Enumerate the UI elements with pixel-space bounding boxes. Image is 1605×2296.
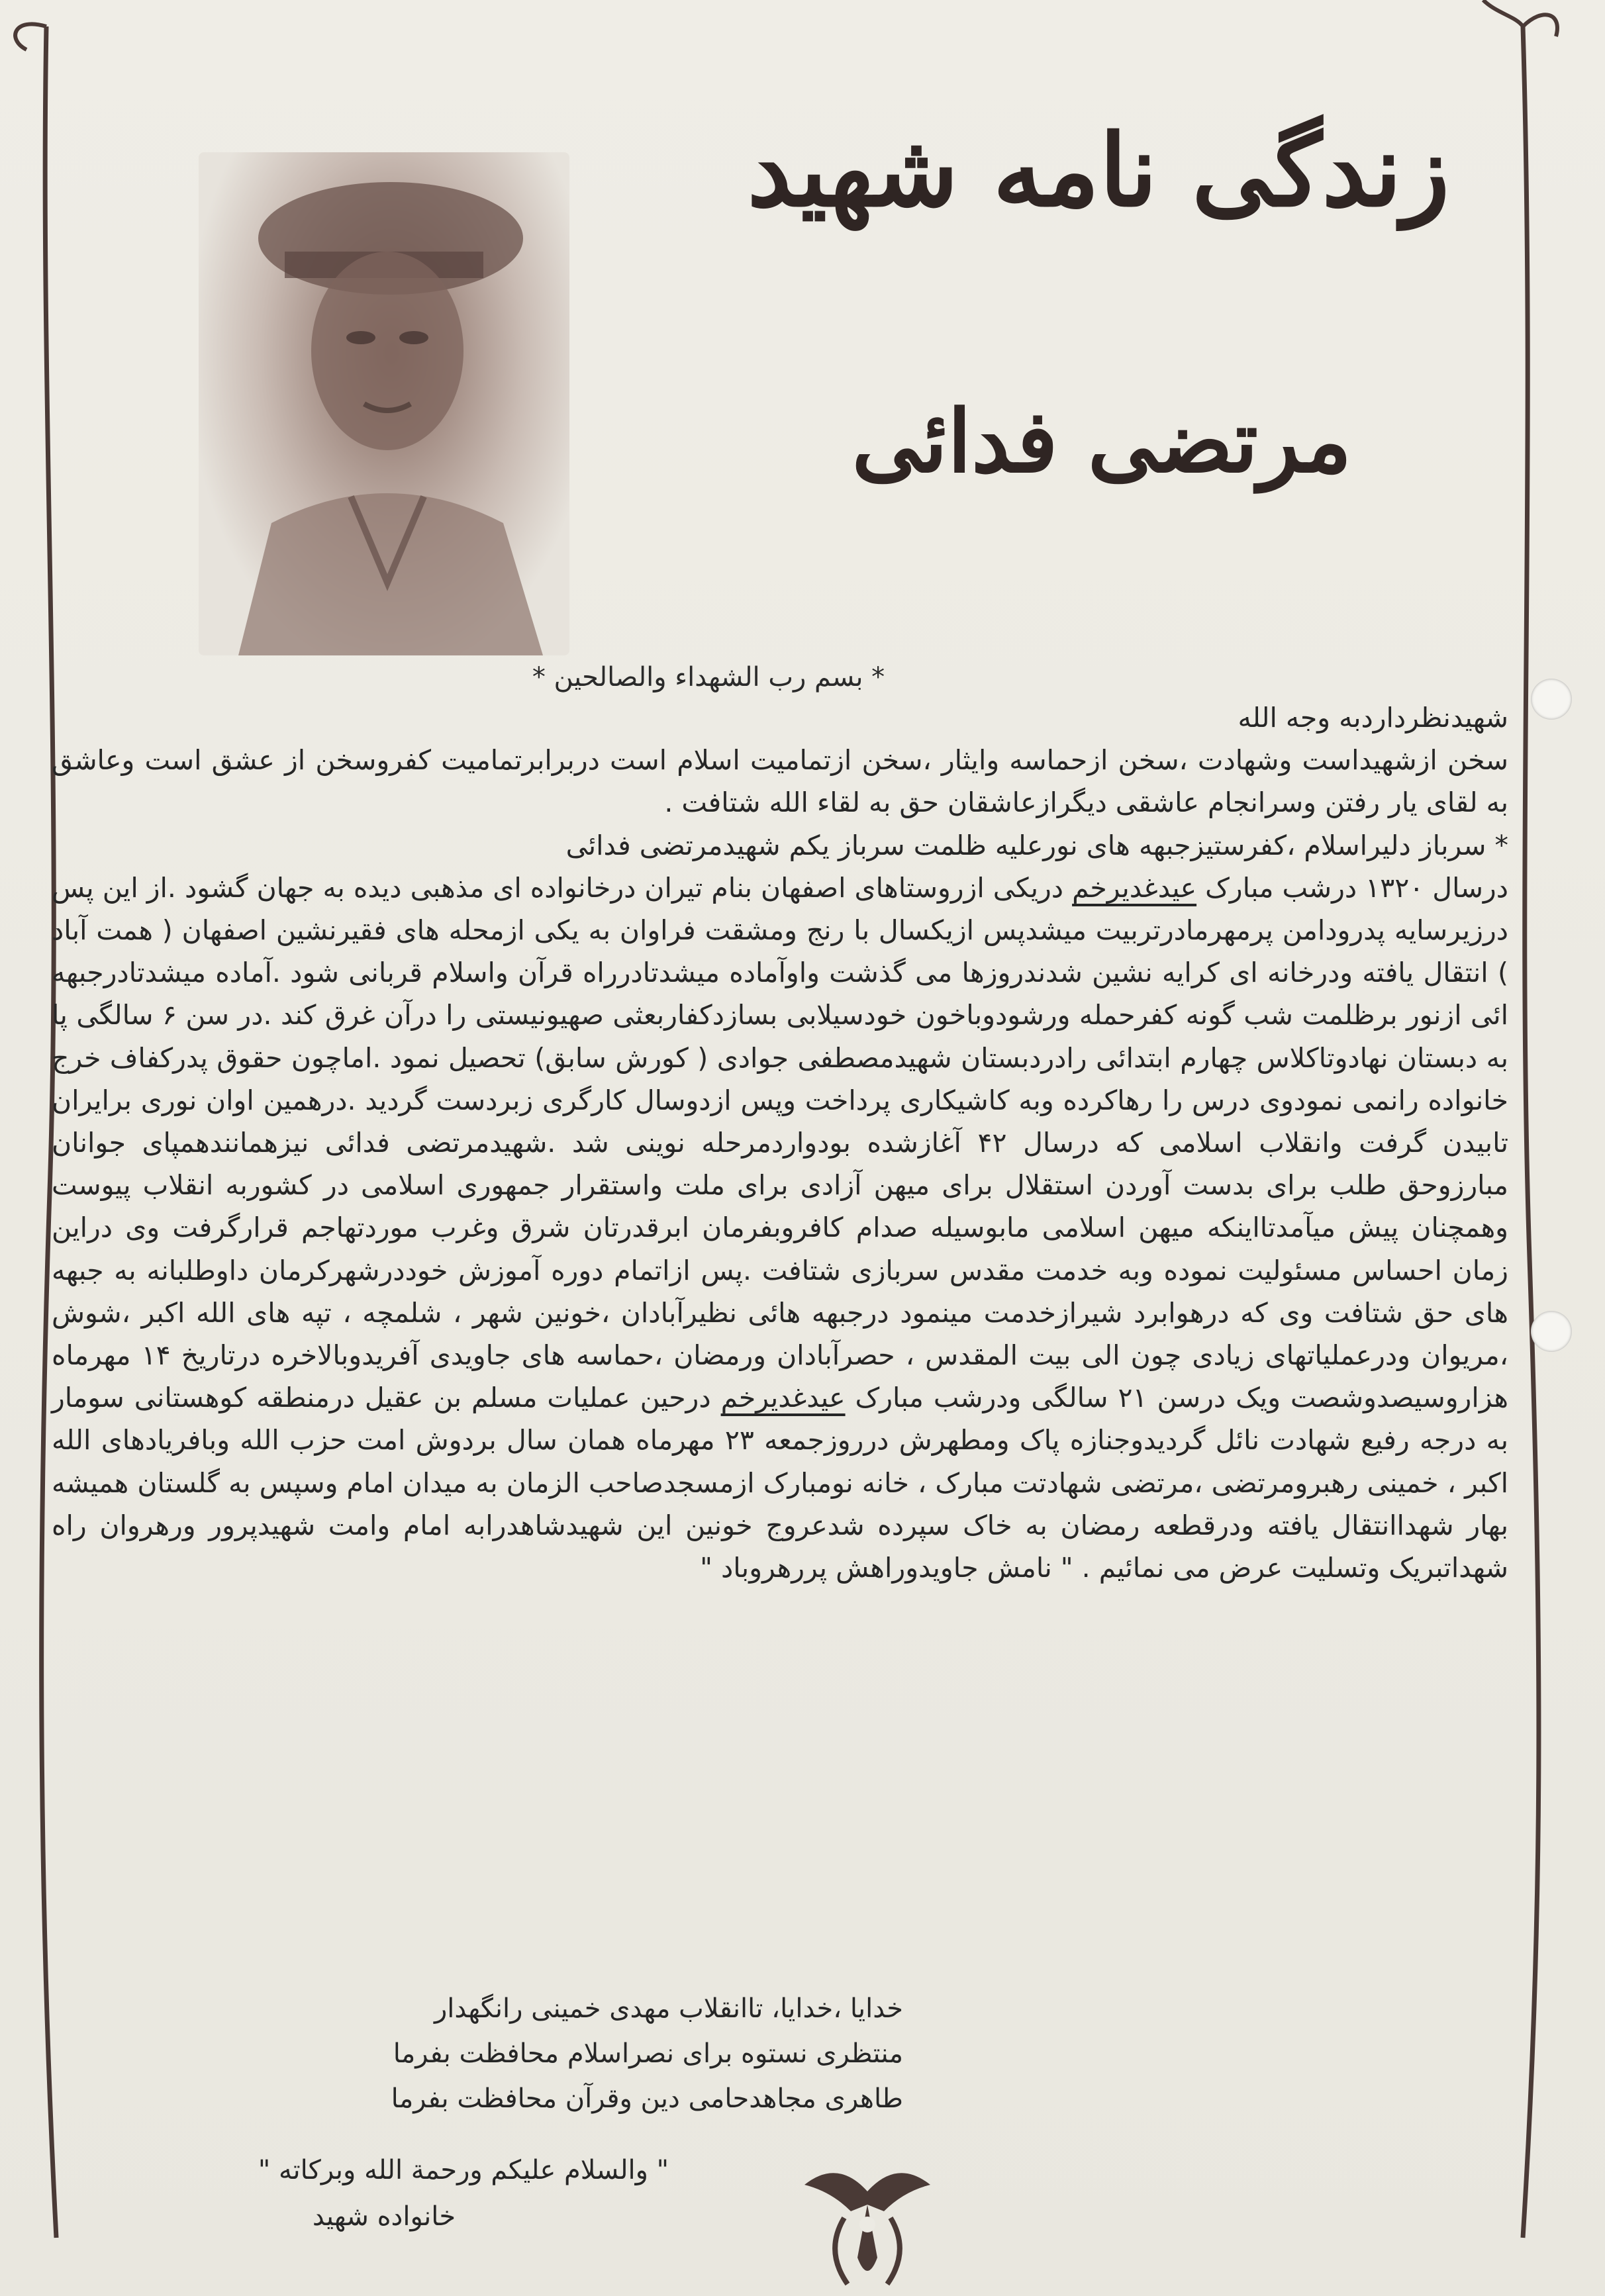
martyr-photo [199,152,569,655]
signature: خانواده شهید [312,2201,456,2232]
underlined-phrase: عیدغدیرخم [720,1382,846,1414]
prayer-line: طاهری مجاهدحامی دین وقرآن محافظت بفرما [391,2083,903,2114]
punch-hole-top [1531,679,1572,720]
paragraph: * سرباز دلیراسلام ،کفرستیزجبهه های نورعلیه ظلمت سرباز یکم شهیدمرتضی فدائی [565,829,1508,861]
paragraph: شهیدنظرداردبه وجه الله [1238,702,1508,734]
prayer-block [109,1986,903,2121]
document-title: زندگی نامه شهید [747,113,1450,229]
prayer-line: خدایا ،خدایا، تاانقلاب مهدی خمینی رانگهدار [434,1993,903,2024]
closing-salutation: " والسلام علیکم ورحمة الله وبرکاته " [258,2155,669,2185]
martyr-name: مرتضی فدائی [851,391,1352,492]
prayer-line: منتظری نستوه برای نصراسلام محافظت بفرما [393,2038,903,2069]
punch-hole-bottom [1531,1311,1572,1352]
bismillah-line: * بسم رب الشهداء والصالحین * [532,662,885,693]
underlined-phrase: عیدغدیرخم [1072,871,1197,904]
biography-text [52,696,1508,1589]
martyr-foundation-emblem-icon [798,2145,937,2296]
paragraph: سخن ازشهیداست وشهادت ،سخن ازحماسه وایثار ،سخن ازتمامیت اسلام است دربرابرتمامیت کفروسخن از عشق است وعاشق به لقای یار رفتن وسرانجام عاشقی دیگرازعاشقان حق به لقاء الله شتافت . [52,744,1508,819]
paragraph: درسال ۱۳۲۰ درشب مبارک عیدغدیرخم دریکی ازروستاهای اصفهان بنام تیران درخانواده ای مذهبی دیده به جهان گشود .از این پس درزیرسایه پدرودامن پرمهرمادرتربیت میشدپس ازیکسال با رنج ومشقت فراوان به یکی ازمحله های فقیرنشین اصفهان ( همت آباد ) انتقال یافته ودرخانه ای کرایه نشین شدندروزها می گذشت واوآماده میشدتادرراه قرآن واسلام قربانی شود .آماده میشدتادرجبهه ائی ازنور برظلمت شب گونه کفرحمله ورشودوباخون خودسیلابی بسازدکفاربعثی صهیونیستی را درآن غرق کند .در سن ۶ سالگی پا به دبستان نهادوتاکلاس چهارم ابتدائی رادردبستان شهیدمصطفی جوادی ( کورش سابق) تحصیل نمود .اماچون حقوق پدرکفاف خرج خانواده رانمی نمودوی درس را رهاکرده وبه کاشیکاری پرداخت وپس ازدوسال کارگری زبردست گردید .درهمین اوان نوری برایران تابیدن گرفت وانقلاب اسلامی که درسال ۴۲ آغازشده بودواردمرحله نوینی شد .شهیدمرتضی فدائی نیزهمانندهمپای جوانان مبارزوحق طلب برای بدست آوردن استقلال برای میهن آزادی برای ملت واستقرار جمهوری اسلامی در کشوربه انقلاب پیوست وهمچنان پیش میآمدتااینکه میهن اسلامی مابوسیله صدام کافروبفرمان ابرقدرتان شرق وغرب موردتهاجم قرارگرفت وی دراین زمان احساس مسئولیت نموده وبه خدمت مقدس سربازی شتافت .پس ازاتمام دوره آموزش خوددرشهرکرمان داوطلبانه به جبهه های حق شتافت وی که درهوابرد شیرازخدمت مینمود درجبهه هائی نظیرآبادان ،خونین شهر ، شلمچه ، تپه های الله اکبر ،شوش ،مریوان ودرعملیاتهای زیادی چون الی بیت المقدس ، حصرآبادان ورمضان ،حماسه های جاویدی آفریدوبالاخره درتاریخ ۱۴ مهرماه هزاروسیصدوشصت ویک درسن ۲۱ سالگی ودرشب مبارک عیدغدیرخم درحین عملیات مسلم بن عقیل درمنطقه کوهستانی سومار به درجه رفیع شهادت نائل گردیدوجنازه پاک ومطهرش درروزجمعه ۲۳ مهرماه همان سال بردوش امت حزب الله وبافریادهای الله اکبر ، خمینی رهبرومرتضی ،مرتضی شهادتت مبارک ، خانه نومبارک ازمسجدصاحب الزمان به میدان امام وسپس به گلستان همیشه بهار شهداانتقال یافته ودرقطعه رمضان به خاک سپرده شدعروج خونین این شهیدشاهدرابه امام وامت شهیدپرور ورهروان راه شهداتبریک وتسلیت عرض می نمائیم . " نامش جاویدوراهش پررهروباد " [51,871,1509,1584]
